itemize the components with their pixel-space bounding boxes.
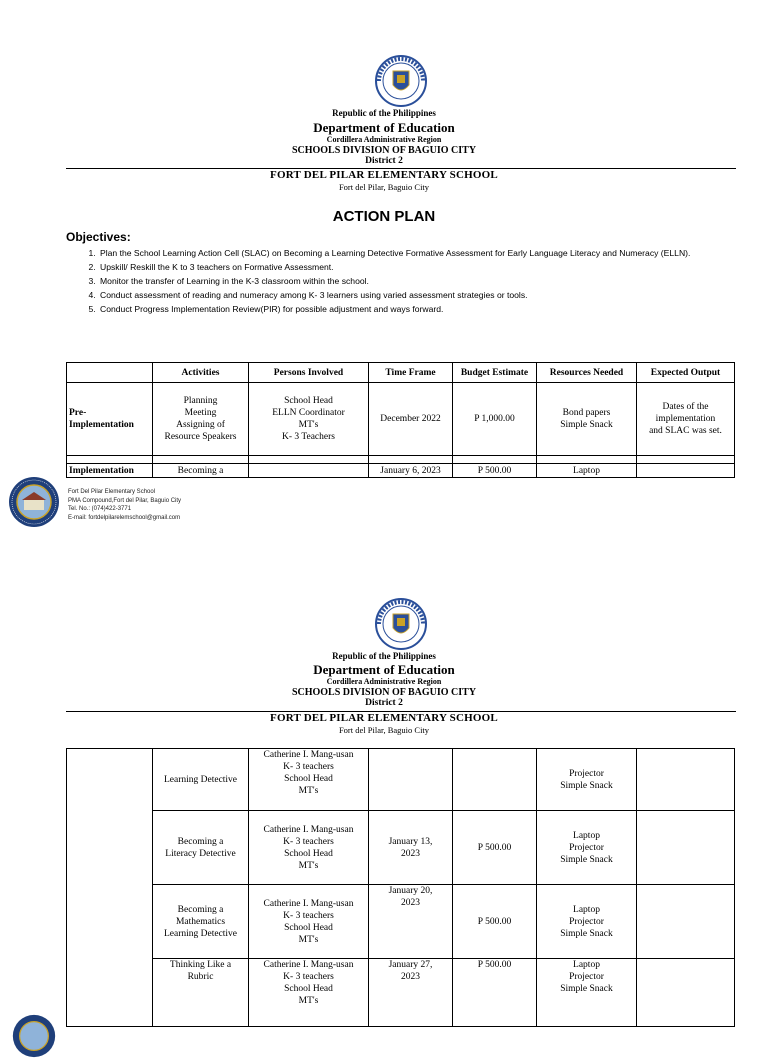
action-plan-table xyxy=(66,362,735,478)
persons-cell: Catherine I. Mang-usan K- 3 teachers School Head MT's xyxy=(249,749,369,811)
activities-cell: Learning Detective xyxy=(153,749,249,811)
header-cell: Expected Output xyxy=(637,363,735,383)
time-cell: January 20, 2023 xyxy=(369,885,453,959)
budget-cell: P 500.00 xyxy=(453,464,537,478)
objectives-list xyxy=(66,246,768,316)
table-row xyxy=(67,383,735,456)
action-plan-table-continued xyxy=(66,748,735,1027)
table-row xyxy=(67,885,735,959)
phase-cell: Implementation xyxy=(67,464,153,478)
district-text: District 2 xyxy=(365,156,403,166)
header-cell: Activities xyxy=(153,363,249,383)
persons-cell xyxy=(249,464,369,478)
activities-cell: Becoming a Literacy Detective xyxy=(153,811,249,885)
spacer-row xyxy=(67,456,735,464)
table-row xyxy=(67,464,735,478)
school-name: FORT DEL PILAR ELEMENTARY SCHOOL xyxy=(270,169,498,181)
objective-item: 4. Conduct assessment of reading and numeracy among K- 3 learners using varied assessment strategies or tools. xyxy=(98,288,768,302)
output-cell: Dates of the implementation and SLAC was set. xyxy=(637,383,735,456)
objective-item: 5. Conduct Progress Implementation Review(PIR) for possible adjustment and ways forward. xyxy=(98,302,768,316)
footer-school: Fort Del Pilar Elementary School xyxy=(68,489,156,495)
persons-cell: Catherine I. Mang-usan K- 3 teachers School Head MT's xyxy=(249,885,369,959)
resources-cell: Laptop Projector Simple Snack xyxy=(537,885,637,959)
footer-phone: Tel. No.: (074)422-3771 xyxy=(68,506,132,512)
region-text: Cordillera Administrative Region xyxy=(326,677,442,686)
budget-cell xyxy=(453,749,537,811)
objectives-heading: Objectives: xyxy=(66,230,131,244)
department-title: Department of Education xyxy=(313,662,455,677)
school-logo-icon xyxy=(8,476,60,528)
footer-address: PMA Compound,Fort del Pilar, Baguio City xyxy=(68,497,182,504)
output-cell xyxy=(637,464,735,478)
republic-text: Republic of the Philippines xyxy=(332,108,436,118)
objective-item: 3. Monitor the transfer of Learning in the K-3 classroom within the school. xyxy=(98,274,768,288)
output-cell xyxy=(637,811,735,885)
objective-item: 2. Upskill/ Reskill the K to 3 teachers on Formative Assessment. xyxy=(98,260,768,274)
school-logo-icon xyxy=(12,1014,56,1058)
resources-cell: Projector Simple Snack xyxy=(537,749,637,811)
persons-cell: School Head ELLN Coordinator MT's K- 3 Teachers xyxy=(249,383,369,456)
division-text: SCHOOLS DIVISION OF BAGUIO CITY xyxy=(291,145,477,156)
table-row xyxy=(67,959,735,1027)
page-title: ACTION PLAN xyxy=(332,208,436,225)
header-cell: Time Frame xyxy=(369,363,453,383)
phase-cell xyxy=(67,749,153,1027)
objective-item: 1. Plan the School Learning Action Cell (SLAC) on Becoming a Learning Detective Formative Assessment for Early Language Literacy and Numeracy (ELLN). xyxy=(98,246,768,260)
republic-text: Republic of the Philippines xyxy=(332,651,436,661)
resources-cell: Laptop Projector Simple Snack xyxy=(537,811,637,885)
activities-cell: Planning Meeting Assigning of Resource Speakers xyxy=(153,383,249,456)
budget-cell: P 1,000.00 xyxy=(453,383,537,456)
output-cell xyxy=(637,959,735,1027)
header-cell-phase xyxy=(67,363,153,383)
deped-seal-icon xyxy=(375,55,427,107)
table-header-row xyxy=(67,363,735,383)
district-text: District 2 xyxy=(365,698,403,708)
activities-cell: Thinking Like a Rubric xyxy=(153,959,249,1027)
region-text: Cordillera Administrative Region xyxy=(326,135,442,144)
resources-cell: Laptop xyxy=(537,464,637,478)
header-cell: Persons Involved xyxy=(249,363,369,383)
deped-seal-icon xyxy=(375,598,427,650)
persons-cell: Catherine I. Mang-usan K- 3 teachers School Head MT's xyxy=(249,959,369,1027)
budget-cell: P 500.00 xyxy=(453,811,537,885)
budget-cell: P 500.00 xyxy=(453,885,537,959)
footer-email: E-mail: fortdelpilarelemschool@gmail.com xyxy=(68,514,181,521)
school-address: Fort del Pilar, Baguio City xyxy=(338,182,430,192)
time-cell: January 27, 2023 xyxy=(369,959,453,1027)
time-cell: January 6, 2023 xyxy=(369,464,453,478)
resources-cell: Laptop Projector Simple Snack xyxy=(537,959,637,1027)
header-cell: Budget Estimate xyxy=(453,363,537,383)
output-cell xyxy=(637,885,735,959)
time-cell xyxy=(369,749,453,811)
header-cell: Resources Needed xyxy=(537,363,637,383)
time-cell: December 2022 xyxy=(369,383,453,456)
table-row xyxy=(67,749,735,811)
division-text: SCHOOLS DIVISION OF BAGUIO CITY xyxy=(291,687,477,698)
table-row xyxy=(67,811,735,885)
activities-cell: Becoming a xyxy=(153,464,249,478)
footer-contact xyxy=(68,488,181,522)
department-title: Department of Education xyxy=(313,120,455,135)
school-name: FORT DEL PILAR ELEMENTARY SCHOOL xyxy=(270,712,498,724)
activities-cell: Becoming a Mathematics Learning Detective xyxy=(153,885,249,959)
output-cell xyxy=(637,749,735,811)
phase-cell: Pre- Implementation xyxy=(67,383,153,456)
resources-cell: Bond papers Simple Snack xyxy=(537,383,637,456)
school-address: Fort del Pilar, Baguio City xyxy=(338,725,430,735)
budget-cell: P 500.00 xyxy=(453,959,537,1027)
time-cell: January 13, 2023 xyxy=(369,811,453,885)
persons-cell: Catherine I. Mang-usan K- 3 teachers School Head MT's xyxy=(249,811,369,885)
